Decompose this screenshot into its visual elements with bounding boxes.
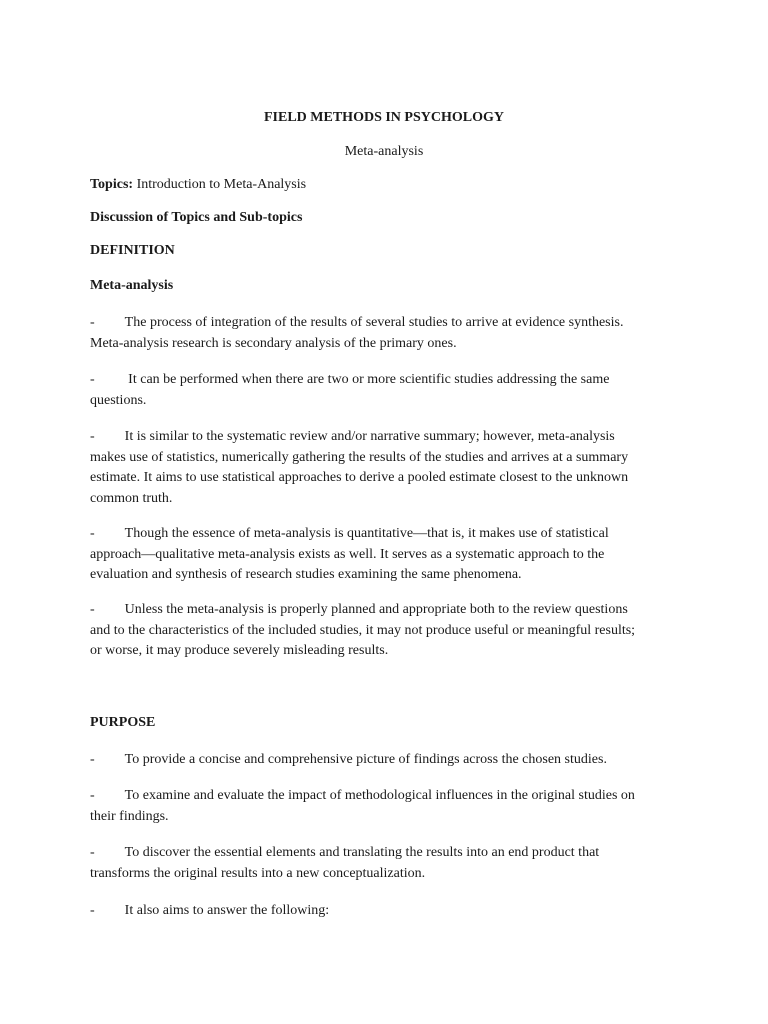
- definition-item-3-line-1: It is similar to the systematic review and/or narrative summary; however, meta-analysis: [124, 429, 615, 444]
- definition-item-3: [90, 427, 690, 509]
- definition-item-4-line-1: Though the essence of meta-analysis is quantitative—that is, it makes use of statistical: [124, 526, 609, 541]
- purpose-item-4-line-1: It also aims to answer the following:: [124, 903, 330, 918]
- definition-item-5-line-1: Unless the meta-analysis is properly planned and appropriate both to the review questions: [124, 602, 628, 617]
- definition-item-5-line-3: or worse, it may produce severely misleading results.: [90, 643, 389, 658]
- purpose-item-3-line-2: transforms the original results into a new conceptualization.: [90, 865, 426, 881]
- definition-item-2-line-1: It can be performed when there are two or more scientific studies addressing the same: [124, 372, 610, 387]
- bullet-dash: -: [90, 526, 95, 541]
- bullet-dash: -: [90, 752, 95, 767]
- purpose-item-2-line-1: To examine and evaluate the impact of methodological influences in the original studies on: [124, 788, 635, 803]
- definition-item-4: [90, 524, 690, 586]
- definition-heading: DEFINITION: [90, 243, 175, 258]
- definition-item-1-line-1: The process of integration of the results of several studies to arrive at evidence synthesis.: [124, 315, 624, 330]
- topics-line: [90, 175, 306, 195]
- definition-item-4-line-3: evaluation and synthesis of research studies examining the same phenomena.: [90, 567, 522, 582]
- bullet-dash: -: [90, 845, 95, 860]
- definition-item-1: [90, 313, 690, 354]
- topics-value: Introduction to Meta-Analysis: [136, 177, 307, 192]
- purpose-item-1: [90, 750, 690, 771]
- purpose-item-1-line-1: To provide a concise and comprehensive picture of findings across the chosen studies.: [124, 752, 607, 767]
- bullet-dash: -: [90, 315, 95, 330]
- meta-analysis-heading: Meta-analysis: [90, 278, 174, 293]
- definition-item-2-line-2: questions.: [90, 392, 147, 408]
- bullet-dash: -: [90, 429, 95, 444]
- purpose-item-2-line-2: their findings.: [90, 808, 169, 824]
- discussion-heading: Discussion of Topics and Sub-topics: [90, 210, 303, 225]
- purpose-heading: PURPOSE: [90, 715, 156, 730]
- definition-item-5-line-2: and to the characteristics of the included studies, it may not produce useful or meaningful results;: [90, 622, 636, 638]
- purpose-item-3-line-1: To discover the essential elements and translating the results into an end product that: [124, 845, 600, 860]
- bullet-dash: -: [90, 903, 95, 918]
- purpose-item-4: [90, 901, 690, 922]
- document-title: FIELD METHODS IN PSYCHOLOGY: [264, 110, 504, 125]
- definition-item-1-line-2: Meta-analysis research is secondary analysis of the primary ones.: [90, 335, 457, 351]
- definition-item-4-line-2: approach—qualitative meta-analysis exists as well. It serves as a systematic approach to the: [90, 546, 605, 562]
- purpose-item-2: [90, 786, 690, 827]
- topics-label: Topics:: [90, 177, 134, 192]
- purpose-item-3: [90, 843, 690, 884]
- bullet-dash: -: [90, 602, 95, 617]
- definition-item-3-line-3: estimate. It aims to use statistical approaches to derive a pooled estimate closest to the unknown: [90, 470, 629, 485]
- definition-item-3-line-2: makes use of statistics, numerically gathering the results of the studies and arrives at a summary: [90, 449, 629, 465]
- document-subtitle: Meta-analysis: [344, 144, 424, 159]
- bullet-dash: -: [90, 372, 95, 387]
- bullet-dash: -: [90, 788, 95, 803]
- definition-item-5: [90, 600, 690, 662]
- definition-item-3-line-4: common truth.: [90, 490, 173, 506]
- definition-item-2: [90, 370, 690, 411]
